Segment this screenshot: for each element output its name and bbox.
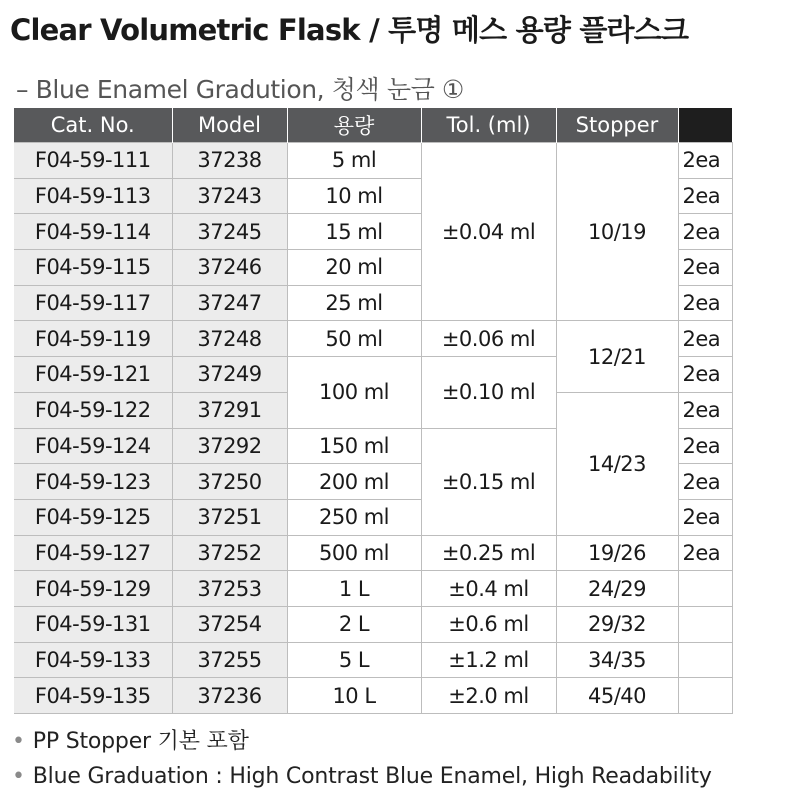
header-capacity: 용량 xyxy=(287,108,421,143)
stopper-cell: 45/40 xyxy=(556,678,678,714)
model-cell: 37254 xyxy=(172,606,287,642)
capacity-cell: 20 ml xyxy=(287,250,421,286)
model-cell: 37253 xyxy=(172,571,287,607)
cat-no-cell: F04-59-121 xyxy=(14,357,172,393)
capacity-cell: 5 ml xyxy=(287,143,421,179)
stopper-cell: 10/19 xyxy=(556,143,678,321)
extra-cell: 2ea xyxy=(678,428,732,464)
table-header-row xyxy=(14,108,732,143)
extra-cell xyxy=(678,678,732,714)
cat-no-cell: F04-59-111 xyxy=(14,143,172,179)
tolerance-cell: ±0.04 ml xyxy=(421,143,556,321)
model-cell: 37255 xyxy=(172,642,287,678)
extra-cell: 2ea xyxy=(678,321,732,357)
tolerance-cell: ±0.15 ml xyxy=(421,428,556,535)
capacity-cell: 10 ml xyxy=(287,178,421,214)
capacity-cell: 15 ml xyxy=(287,214,421,250)
cat-no-cell: F04-59-115 xyxy=(14,250,172,286)
extra-cell: 2ea xyxy=(678,143,732,179)
model-cell: 37251 xyxy=(172,499,287,535)
stopper-cell: 12/21 xyxy=(556,321,678,392)
extra-cell: 2ea xyxy=(678,392,732,428)
model-cell: 37238 xyxy=(172,143,287,179)
cat-no-cell: F04-59-119 xyxy=(14,321,172,357)
header-tolerance: Tol. (ml) xyxy=(421,108,556,143)
model-cell: 37247 xyxy=(172,285,287,321)
capacity-cell: 200 ml xyxy=(287,464,421,500)
cat-no-cell: F04-59-127 xyxy=(14,535,172,571)
model-cell: 37236 xyxy=(172,678,287,714)
table-row xyxy=(14,535,732,571)
extra-cell: 2ea xyxy=(678,499,732,535)
tolerance-cell: ±0.06 ml xyxy=(421,321,556,357)
cat-no-cell: F04-59-117 xyxy=(14,285,172,321)
model-cell: 37252 xyxy=(172,535,287,571)
extra-cell xyxy=(678,606,732,642)
cat-no-cell: F04-59-113 xyxy=(14,178,172,214)
stopper-cell: 24/29 xyxy=(556,571,678,607)
cat-no-cell: F04-59-133 xyxy=(14,642,172,678)
capacity-cell: 25 ml xyxy=(287,285,421,321)
extra-cell: 2ea xyxy=(678,464,732,500)
extra-cell: 2ea xyxy=(678,178,732,214)
capacity-cell: 1 L xyxy=(287,571,421,607)
model-cell: 37246 xyxy=(172,250,287,286)
model-cell: 37248 xyxy=(172,321,287,357)
tolerance-cell: ±1.2 ml xyxy=(421,642,556,678)
table-row xyxy=(14,143,732,179)
bullet-icon: • xyxy=(12,764,25,789)
table-row xyxy=(14,642,732,678)
extra-cell: 2ea xyxy=(678,535,732,571)
stopper-cell: 34/35 xyxy=(556,642,678,678)
tolerance-cell: ±0.4 ml xyxy=(421,571,556,607)
extra-cell xyxy=(678,571,732,607)
cat-no-cell: F04-59-124 xyxy=(14,428,172,464)
extra-cell: 2ea xyxy=(678,285,732,321)
table-row xyxy=(14,571,732,607)
note-text: PP Stopper 기본 포함 xyxy=(32,729,249,754)
capacity-cell: 5 L xyxy=(287,642,421,678)
note-item xyxy=(12,764,712,789)
stopper-cell: 29/32 xyxy=(556,606,678,642)
capacity-cell: 2 L xyxy=(287,606,421,642)
product-table xyxy=(14,108,733,714)
cat-no-cell: F04-59-129 xyxy=(14,571,172,607)
tolerance-cell: ±0.10 ml xyxy=(421,357,556,428)
tolerance-cell: ±0.6 ml xyxy=(421,606,556,642)
stopper-cell: 14/23 xyxy=(556,392,678,535)
table-row xyxy=(14,321,732,357)
cat-no-cell: F04-59-125 xyxy=(14,499,172,535)
cat-no-cell: F04-59-114 xyxy=(14,214,172,250)
extra-cell: 2ea xyxy=(678,250,732,286)
capacity-cell: 250 ml xyxy=(287,499,421,535)
model-cell: 37250 xyxy=(172,464,287,500)
tolerance-cell: ±0.25 ml xyxy=(421,535,556,571)
header-cat-no: Cat. No. xyxy=(14,108,172,143)
capacity-cell: 100 ml xyxy=(287,357,421,428)
capacity-cell: 10 L xyxy=(287,678,421,714)
extra-cell: 2ea xyxy=(678,214,732,250)
model-cell: 37249 xyxy=(172,357,287,393)
model-cell: 37243 xyxy=(172,178,287,214)
capacity-cell: 150 ml xyxy=(287,428,421,464)
bullet-icon: • xyxy=(12,729,25,754)
capacity-cell: 50 ml xyxy=(287,321,421,357)
cat-no-cell: F04-59-131 xyxy=(14,606,172,642)
section-subtitle: – Blue Enamel Gradution, 청색 눈금 ① xyxy=(16,75,464,104)
model-cell: 37245 xyxy=(172,214,287,250)
extra-cell xyxy=(678,642,732,678)
header-model: Model xyxy=(172,108,287,143)
page-title: Clear Volumetric Flask / 투명 메스 용량 플라스크 xyxy=(10,13,689,47)
table-row xyxy=(14,678,732,714)
table-row xyxy=(14,606,732,642)
cat-no-cell: F04-59-135 xyxy=(14,678,172,714)
header-extra xyxy=(678,108,732,143)
capacity-cell: 500 ml xyxy=(287,535,421,571)
stopper-cell: 19/26 xyxy=(556,535,678,571)
model-cell: 37292 xyxy=(172,428,287,464)
extra-cell: 2ea xyxy=(678,357,732,393)
note-item xyxy=(12,724,249,755)
cat-no-cell: F04-59-122 xyxy=(14,392,172,428)
model-cell: 37291 xyxy=(172,392,287,428)
note-text: Blue Graduation : High Contrast Blue Enamel, High Readability xyxy=(32,764,712,789)
header-stopper: Stopper xyxy=(556,108,678,143)
tolerance-cell: ±2.0 ml xyxy=(421,678,556,714)
cat-no-cell: F04-59-123 xyxy=(14,464,172,500)
